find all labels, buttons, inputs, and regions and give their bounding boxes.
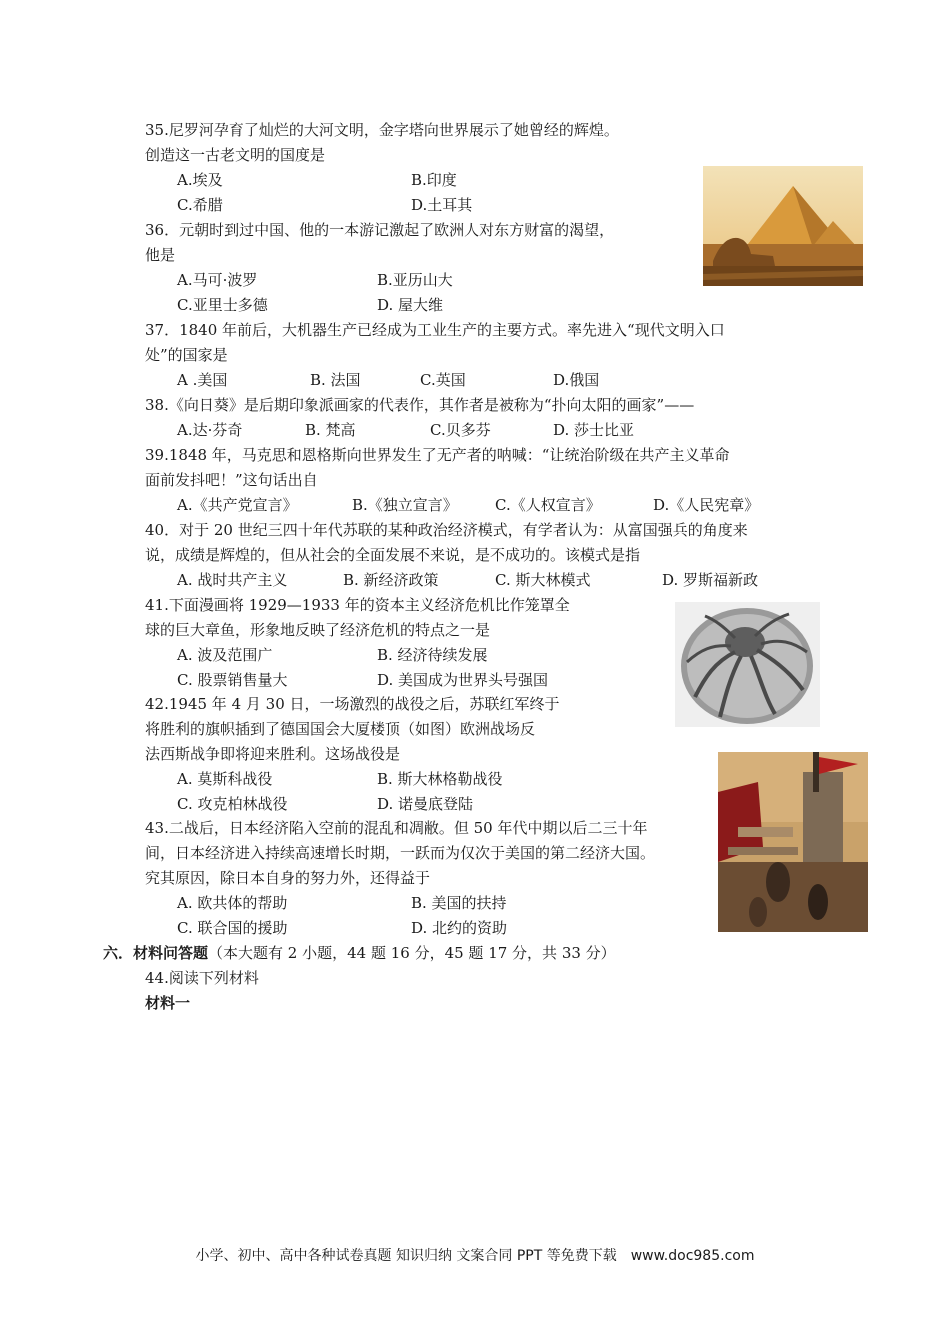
page-footer: 小学、初中、高中各种试卷真题 知识归纳 文案合同 PPT 等免费下载 www.doc985.com: [195, 1248, 755, 1264]
q36-stem-line1: 36．元朝时到过中国、他的一本游记激起了欧洲人对东方财富的渴望，: [145, 221, 615, 239]
q38-option-a: A.达·芬奇: [177, 421, 243, 439]
q36-option-a: A.马可·波罗: [177, 271, 258, 289]
q39-option-a: A.《共产党宣言》: [177, 496, 298, 514]
q42-stem-line3: 法西斯战争即将迎来胜利。这场战役是: [145, 745, 401, 763]
q35-option-b: B.印度: [411, 171, 457, 189]
q40-option-d: D. 罗斯福新政: [662, 571, 759, 589]
q36-option-d: D. 屋大维: [377, 296, 444, 314]
q37-option-b: B. 法国: [310, 371, 361, 389]
q37-stem-line1: 37．1840 年前后，大机器生产已经成为工业生产的主要方式。率先进入“现代文明入口: [145, 321, 725, 339]
q41-option-c: C. 股票销售量大: [177, 671, 288, 689]
q39-option-d: D.《人民宪章》: [653, 496, 760, 514]
q39-option-b: B.《独立宣言》: [352, 496, 458, 514]
q43-stem-line1: 43.二战后，日本经济陷入空前的混乱和凋敝。但 50 年代中期以后二三十年: [145, 819, 648, 837]
q42-stem-line2: 将胜利的旗帜插到了德国国会大厦楼顶（如图）欧洲战场反: [145, 720, 536, 738]
q40-stem-line2: 说，成绩是辉煌的，但从社会的全面发展不来说，是不成功的。该模式是指: [145, 546, 641, 564]
q41-option-b: B. 经济待续发展: [377, 646, 488, 664]
section6-heading: [103, 943, 616, 963]
q35-option-a: A.埃及: [177, 171, 223, 189]
q41-stem-line1: 41.下面漫画将 1929—1933 年的资本主义经济危机比作笼罩全: [145, 596, 570, 614]
q41-stem-line2: 球的巨大章鱼，形象地反映了经济危机的特点之一是: [145, 621, 491, 639]
q35-option-c: C.希腊: [177, 196, 223, 214]
q43-option-a: A. 欧共体的帮助: [177, 894, 288, 912]
reichstag-flag-image: [718, 752, 868, 932]
q43-stem-line3: 究其原因，除日本自身的努力外，还得益于: [145, 869, 431, 887]
q37-option-d: D.俄国: [553, 371, 600, 389]
q37-stem-line2: 处”的国家是: [145, 346, 228, 364]
octopus-cartoon-image: [675, 602, 820, 727]
q35-stem-line1: 35.尼罗河孕育了灿烂的大河文明，金字塔向世界展示了她曾经的辉煌。: [145, 121, 619, 139]
q39-option-c: C.《人权宣言》: [495, 496, 601, 514]
q40-option-b: B. 新经济政策: [343, 571, 439, 589]
q40-stem-line1: 40．对于 20 世纪三四十年代苏联的某种政治经济模式，有学者认为：从富国强兵的角度来: [145, 521, 748, 539]
q37-option-a: A .美国: [177, 371, 228, 389]
q42-stem-line1: 42.1945 年 4 月 30 日，一场激烈的战役之后，苏联红军终于: [145, 695, 560, 713]
q43-stem-line2: 间，日本经济进入持续高速增长时期，一跃而为仅次于美国的第二经济大国。: [145, 844, 656, 862]
q42-option-c: C. 攻克柏林战役: [177, 795, 288, 813]
section6-note: （本大题有 2 小题，44 题 16 分，45 题 17 分，共 33 分）: [208, 944, 616, 962]
q44-stem: 44.阅读下列材料: [145, 969, 259, 987]
q36-stem-line2: 他是: [145, 246, 176, 264]
q41-option-a: A. 波及范围广: [177, 646, 273, 664]
q38-option-c: C.贝多芬: [430, 421, 491, 439]
q35-option-d: D.土耳其: [411, 196, 473, 214]
q42-option-d: D. 诺曼底登陆: [377, 795, 474, 813]
q36-option-c: C.亚里士多德: [177, 296, 268, 314]
q42-option-b: B. 斯大林格勒战役: [377, 770, 503, 788]
q38-stem-line1: 38.《向日葵》是后期印象派画家的代表作，其作者是被称为“扑向太阳的画家”——: [145, 396, 695, 414]
q42-option-a: A. 莫斯科战役: [177, 770, 273, 788]
q39-stem-line1: 39.1848 年，马克思和恩格斯向世界发生了无产者的呐喊：“让统治阶级在共产主义革命: [145, 446, 730, 464]
q43-option-b: B. 美国的扶持: [411, 894, 507, 912]
q40-option-a: A. 战时共产主义: [177, 571, 288, 589]
q44-material-label: 材料一: [145, 994, 191, 1012]
section6-title: 六．材料问答题: [103, 944, 209, 962]
q38-option-b: B. 梵高: [305, 421, 356, 439]
q36-option-b: B.亚历山大: [377, 271, 453, 289]
q43-option-d: D. 北约的资助: [411, 919, 508, 937]
q41-option-d: D. 美国成为世界头号强国: [377, 671, 549, 689]
q43-option-c: C. 联合国的援助: [177, 919, 288, 937]
q37-option-c: C.英国: [420, 371, 466, 389]
q39-stem-line2: 面前发抖吧！”这句话出自: [145, 471, 318, 489]
q38-option-d: D. 莎士比亚: [553, 421, 635, 439]
pyramid-sphinx-image: [703, 166, 863, 286]
q40-option-c: C. 斯大林模式: [495, 571, 591, 589]
q35-stem-line2: 创造这一古老文明的国度是: [145, 146, 326, 164]
